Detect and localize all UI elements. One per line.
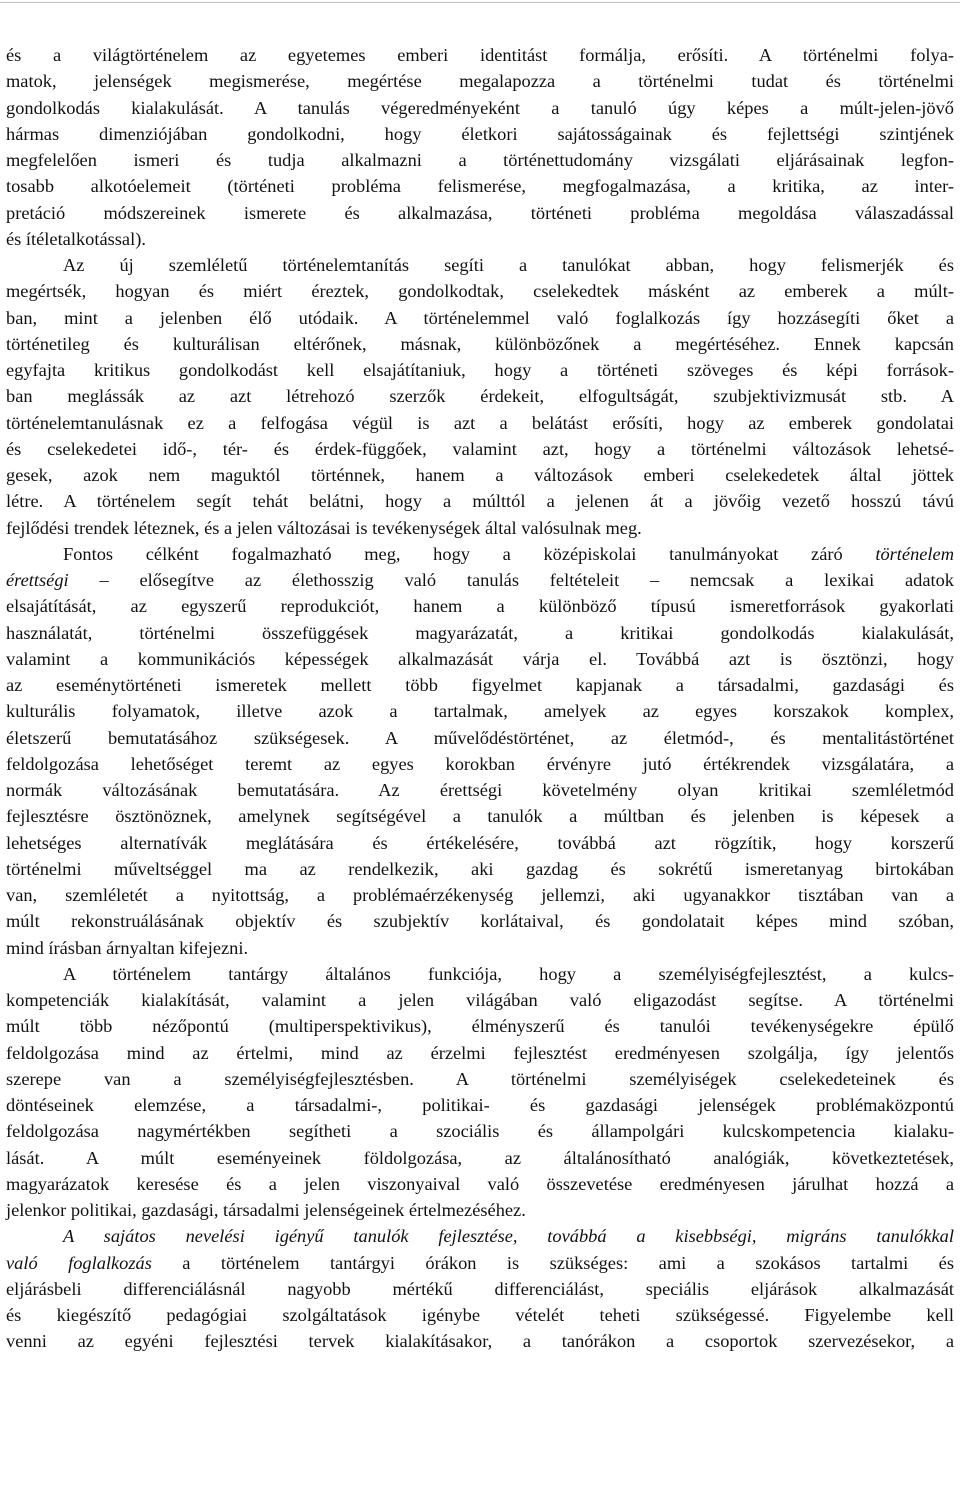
text-line bbox=[6, 541, 954, 567]
line-text: és kiegészítő pedagógiai szolgáltatások igénybe vételét teheti szükségessé. Figyelembe kell bbox=[6, 1305, 954, 1325]
text-line bbox=[6, 1145, 954, 1171]
text-line bbox=[6, 436, 954, 462]
text-line bbox=[6, 1171, 954, 1197]
italic-text: való foglalkozás bbox=[6, 1252, 152, 1273]
text-line bbox=[6, 147, 954, 173]
top-rule bbox=[0, 2, 960, 3]
line-text: az eseménytörténeti ismeretek mellett több figyelmet kapjanak a társadalmi, gazdasági és bbox=[6, 675, 954, 695]
text-line bbox=[6, 1276, 954, 1302]
line-text: elsajátítását, az egyszerű reprodukciót, hanem a különböző típusú ismeretforrások gyakorlati bbox=[6, 596, 954, 617]
text-line bbox=[6, 987, 954, 1013]
italic-text: A sajátos nevelési igényű tanulók fejlesztése, továbbá a kisebbségi, migráns tanulókkal bbox=[63, 1226, 954, 1247]
text-line bbox=[6, 908, 954, 934]
text-line bbox=[6, 331, 954, 357]
line-text: gesek, azok nem maguktól történnek, hanem a változások emberi cselekedetek által jöttek bbox=[6, 465, 954, 485]
text-line bbox=[6, 830, 954, 856]
line-text: pretáció módszereinek ismerete és alkalmazása, történeti probléma megoldása válaszadással bbox=[6, 202, 954, 223]
text-line bbox=[6, 751, 954, 777]
line-text: feldolgozása mind az értelmi, mind az érzelmi fejlesztést eredményesen szolgálja, így jelentős bbox=[6, 1042, 954, 1063]
text-line bbox=[6, 803, 954, 829]
text-line bbox=[6, 95, 954, 121]
text-line bbox=[6, 1250, 954, 1276]
text-line bbox=[6, 173, 954, 199]
text-line bbox=[6, 1013, 954, 1039]
line-text: szerepe van a személyiségfejlesztésben. A történelmi személyiségek cselekedeteinek és bbox=[6, 1068, 954, 1089]
text-line bbox=[6, 278, 954, 304]
line-text: döntéseinek elemzése, a társadalmi-, politikai- és gazdasági jelenségek problémaközpontú bbox=[6, 1095, 954, 1115]
text-line bbox=[6, 462, 954, 488]
document-body bbox=[6, 42, 954, 1355]
text-line bbox=[6, 620, 954, 646]
line-text: A történelem tantárgy általános funkciója, hogy a személyiségfejlesztést, a kulcs- bbox=[63, 963, 954, 984]
text-line bbox=[6, 961, 954, 987]
text-line bbox=[6, 856, 954, 882]
text-line bbox=[6, 1302, 954, 1328]
line-text: valamint a kommunikációs képességek alkalmazását várja el. Továbbá azt is ösztönzi, hogy bbox=[6, 648, 954, 669]
text-line bbox=[6, 1118, 954, 1144]
text-line bbox=[6, 1066, 954, 1092]
line-text: megfelelően ismeri és tudja alkalmazni a történettudomány vizsgálati eljárásainak legfon- bbox=[6, 150, 954, 170]
text-line bbox=[6, 410, 954, 436]
text-line bbox=[6, 42, 954, 68]
line-text: eljárásbeli differenciálásnál nagyobb mértékű differenciálást, speciális eljárások alkalmazását bbox=[6, 1278, 954, 1299]
line-text: venni az egyéni fejlesztési tervek kialakításakor, a tanórákon a csoportok szervezésekor, a bbox=[6, 1331, 954, 1352]
text-line bbox=[6, 1092, 954, 1118]
line-text: Az új szemléletű történelemtanítás segíti a tanulókat abban, hogy felismerjék és bbox=[63, 255, 954, 275]
text-line bbox=[6, 515, 954, 541]
text-line bbox=[6, 488, 954, 514]
line-text: hármas dimenziójában gondolkodni, hogy életkori sajátosságainak és fejlettségi szintjének bbox=[6, 123, 954, 144]
line-text: megértsék, hogyan és miért éreztek, gondolkodtak, cselekedtek másként az emberek a múlt- bbox=[6, 281, 954, 302]
line-text: tosabb alkotóelemeit (történeti probléma felismerése, megfogalmazása, a kritika, az inter- bbox=[6, 176, 954, 197]
line-text: ban meglássák az azt létrehozó szerzők érdekeit, elfogultságát, szubjektivizmusát stb. A bbox=[6, 386, 954, 407]
italic-text: érettségi bbox=[6, 570, 69, 590]
line-text: fejlődési trendek léteznek, és a jelen változásai is tevékenységek által valósulnak meg. bbox=[6, 517, 642, 538]
line-text: – elősegítve az élethosszig való tanulás feltételeit – nemcsak a lexikai adatok bbox=[68, 570, 954, 590]
text-line bbox=[6, 1328, 954, 1354]
line-text: történelemtanulásnak ez a felfogása végül is azt a belátást erősíti, hogy az emberek gondolatai bbox=[6, 412, 954, 433]
line-text: mind írásban árnyaltan kifejezni. bbox=[6, 937, 249, 958]
text-line bbox=[6, 646, 954, 672]
line-text: létre. A történelem segít tehát belátni, hogy a múlttól a jelenen át a jövőig vezető hosszú távú bbox=[6, 491, 954, 512]
line-text: lását. A múlt eseményeinek földolgozása, az általánosítható analógiák, következtetések, bbox=[6, 1147, 954, 1168]
line-text: kompetenciák kialakítását, valamint a jelen világában való eligazodást segítse. A történelmi bbox=[6, 990, 954, 1010]
text-line bbox=[6, 1197, 954, 1223]
line-text: egyfajta kritikus gondolkodást kell elsajátítaniuk, hogy a történeti szöveges és képi források- bbox=[6, 360, 954, 380]
line-text: használatát, történelmi összefüggések magyarázatát, a kritikai gondolkodás kialakulását, bbox=[6, 622, 954, 643]
line-text: múlt rekonstruálásának objektív és szubjektív korlátaival, és gondolatait képes mind szóban, bbox=[6, 911, 954, 932]
text-line bbox=[6, 725, 954, 751]
text-line bbox=[6, 1223, 954, 1249]
line-text: feldolgozása nagymértékben segítheti a szociális és állampolgári kulcskompetencia kialaku- bbox=[6, 1121, 954, 1142]
line-text: kulturális folyamatok, illetve azok a tartalmak, amelyek az egyes korszakok komplex, bbox=[6, 701, 954, 722]
text-line bbox=[6, 252, 954, 278]
line-text: gondolkodás kialakulását. A tanulás végeredményeként a tanuló úgy képes a múlt-jelen-jövő bbox=[6, 97, 954, 118]
text-line bbox=[6, 68, 954, 94]
line-text: fejlesztésre ösztönöznek, amelynek segítségével a tanulók a múltban és jelenben is képesek a bbox=[6, 806, 954, 827]
line-text: a történelem tantárgyi órákon is szükséges: ami a szokásos tartalmi és bbox=[151, 1252, 954, 1273]
text-line bbox=[6, 567, 954, 593]
line-text: jelenkor politikai, gazdasági, társadalmi jelenségeinek értelmezéséhez. bbox=[6, 1200, 526, 1220]
text-line bbox=[6, 698, 954, 724]
text-line bbox=[6, 593, 954, 619]
text-line bbox=[6, 1040, 954, 1066]
line-text: történetileg és kulturálisan eltérőnek, másnak, különbözőnek a megértéséhez. Ennek kapcsán bbox=[6, 333, 954, 354]
line-text: és ítéletalkotással). bbox=[6, 228, 146, 249]
text-line bbox=[6, 383, 954, 409]
italic-text: történelem bbox=[875, 543, 954, 564]
line-text: ban, mint a jelenben élő utódaik. A történelemmel való foglalkozás így hozzásegíti őket a bbox=[6, 307, 954, 328]
line-text: feldolgozása lehetőséget teremt az egyes korokban érvényre jutó értékrendek vizsgálatára, a bbox=[6, 753, 954, 774]
text-line bbox=[6, 226, 954, 252]
line-text: életszerű bemutatásához szükségesek. A művelődéstörténet, az életmód-, és mentalitástörténet bbox=[6, 727, 954, 748]
line-text: magyarázatok keresése és a jelen viszonyaival való összevetése eredményesen járulhat hozzá a bbox=[6, 1173, 954, 1194]
text-line bbox=[6, 672, 954, 698]
line-text: van, szemléletét a nyitottság, a problémaérzékenység jellemzi, aki ugyanakkor tisztában van a bbox=[6, 885, 954, 905]
line-text: Fontos célként fogalmazható meg, hogy a középiskolai tanulmányokat záró bbox=[63, 543, 876, 564]
line-text: normák változásának bemutatására. Az érettségi követelmény olyan kritikai szemléletmód bbox=[6, 780, 954, 800]
text-line bbox=[6, 305, 954, 331]
text-line bbox=[6, 777, 954, 803]
line-text: matok, jelenségek megismerése, megértése megalapozza a történelmi tudat és történelmi bbox=[6, 71, 954, 92]
text-line bbox=[6, 357, 954, 383]
line-text: történelmi műveltséggel ma az rendelkezik, aki gazdag és sokrétű ismeretanyag birtokában bbox=[6, 858, 954, 879]
text-line bbox=[6, 882, 954, 908]
text-line bbox=[6, 935, 954, 961]
line-text: és cselekedetei idő-, tér- és érdek-függőek, valamint azt, hogy a történelmi változások lehetsé- bbox=[6, 438, 954, 459]
line-text: múlt több nézőpontú (multiperspektivikus), élményszerű és tanulói tevékenységekre épülő bbox=[6, 1016, 954, 1037]
line-text: lehetséges alternatívák meglátására és értékelésére, továbbá azt rögzítik, hogy korszerű bbox=[6, 832, 954, 853]
text-line bbox=[6, 121, 954, 147]
text-line bbox=[6, 200, 954, 226]
line-text: és a világtörténelem az egyetemes emberi identitást formálja, erősíti. A történelmi folya- bbox=[6, 45, 954, 65]
